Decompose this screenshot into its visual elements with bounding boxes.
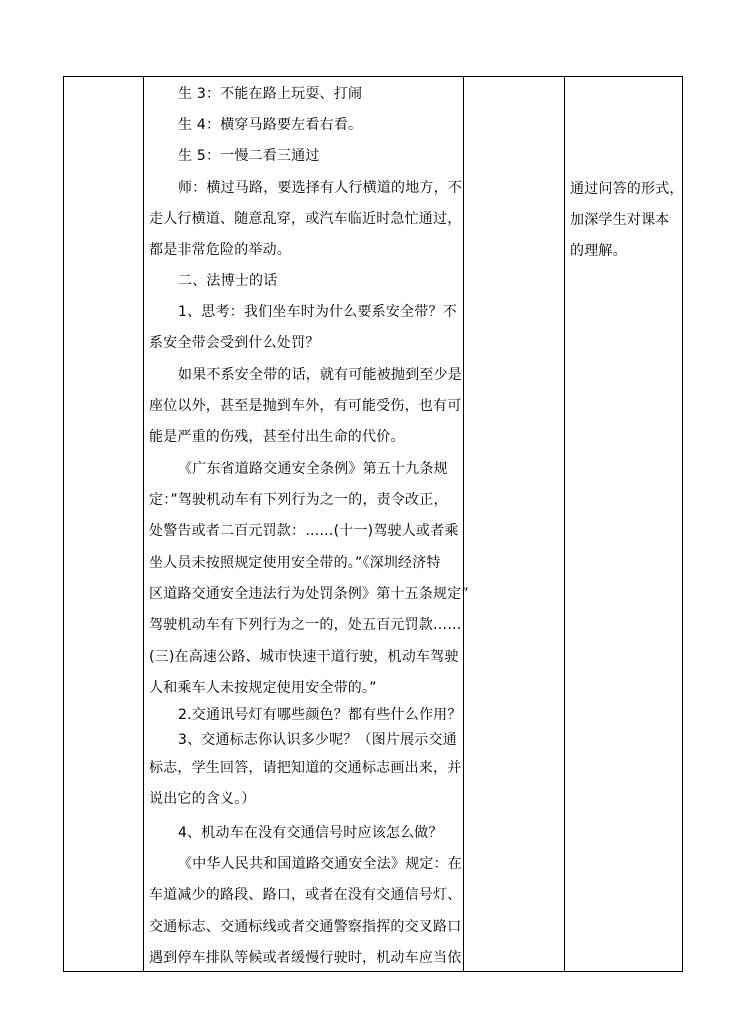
text-line: 区道路交通安全违法行为处罚条例》第十五条规定” <box>149 586 469 602</box>
text-line: 3、交通标志你认识多少呢？（图片展示交通 <box>178 732 457 748</box>
text-line: 生 4：横穿马路要左看右看。 <box>178 117 363 133</box>
text-line: 标志，学生回答，请把知道的交通标志画出来，并 <box>149 760 462 776</box>
text-line: 人和乘车人未按规定使用安全带的。” <box>149 680 377 696</box>
text-line: 师：横过马路，要选择有人行横道的地方，不 <box>178 180 462 196</box>
lesson-table <box>63 76 683 972</box>
text-line: 2.交通讯号灯有哪些颜色？都有些什么作用？ <box>178 707 462 723</box>
text-line: 系安全带会受到什么处罚？ <box>149 335 320 351</box>
section-heading: 二、法博士的话 <box>178 273 278 289</box>
text-line: 1、思考：我们坐车时为什么要系安全带？不 <box>178 304 457 320</box>
text-line: 生 5：一慢二看三通过 <box>178 148 320 164</box>
column-divider-1 <box>143 77 144 971</box>
note-line: 通过问答的形式， <box>570 181 684 197</box>
text-line: 驾驶机动车有下列行为之一的，处五百元罚款…… <box>149 617 462 633</box>
text-line: 说出它的含义。） <box>149 791 256 807</box>
column-divider-2 <box>463 77 464 971</box>
teaching-content-cell <box>149 77 469 971</box>
text-line: 如果不系安全带的话，就有可能被抛到至少是 <box>178 367 462 383</box>
text-line: 坐人员未按照规定使用安全带的。”《深圳经济特 <box>149 555 441 571</box>
text-line: 《广东省道路交通安全条例》第五十九条规 <box>178 461 448 477</box>
text-line: 《中华人民共和国道路交通安全法》规定：在 <box>178 856 462 872</box>
column-divider-3 <box>564 77 565 971</box>
text-line: 遇到停车排队等候或者缓慢行驶时，机动车应当依 <box>149 950 462 966</box>
text-line: 都是非常危险的举动。 <box>149 242 291 258</box>
note-line: 加深学生对课本 <box>570 212 670 228</box>
text-line: 交通标志、交通标线或者交通警察指挥的交叉路口 <box>149 919 462 935</box>
text-line: 车道减少的路段、路口，或者在没有交通信号灯、 <box>149 887 462 903</box>
text-line: 走人行横道、随意乱穿，或汽车临近时急忙通过， <box>149 211 462 227</box>
text-line: 座位以外，甚至是抛到车外，有可能受伤，也有可 <box>149 398 462 414</box>
text-line: 定：”驾驶机动车有下列行为之一的，责令改正， <box>149 492 448 508</box>
text-line: 能是严重的伤残，甚至付出生命的代价。 <box>149 429 405 445</box>
text-line: 4、机动车在没有交通信号时应该怎么做？ <box>178 825 443 841</box>
text-line: 处警告或者二百元罚款：……(十一)驾驶人或者乘 <box>149 523 459 539</box>
note-line: 的理解。 <box>570 243 627 259</box>
text-line: (三)在高速公路、城市快速干道行驶，机动车驾驶 <box>149 649 459 665</box>
text-line: 生 3：不能在路上玩耍、打闹 <box>178 86 363 102</box>
